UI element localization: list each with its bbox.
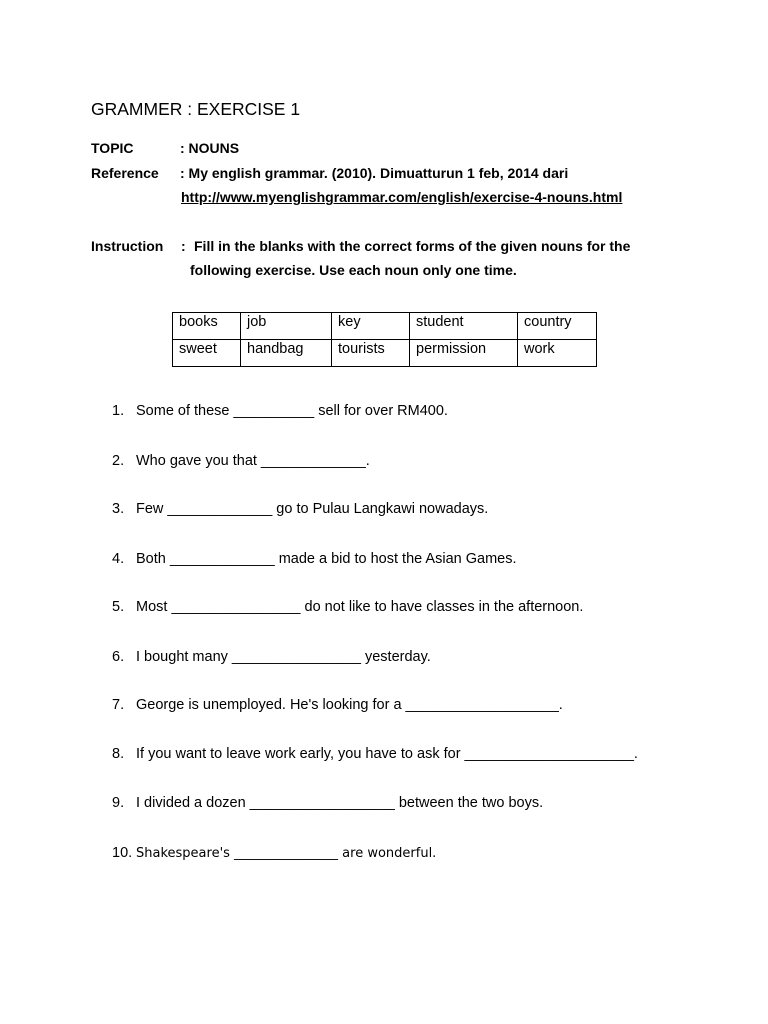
question-text: Both _____________ made a bid to host the Asian Games. [136,551,517,567]
question-number: 7. [112,697,125,713]
question-text: Most ________________ do not like to have classes in the afternoon. [136,599,584,615]
question-text: I divided a dozen __________________ between the two boys. [136,795,544,811]
noun-cell: handbag [241,340,332,367]
question-text: If you want to leave work early, you have to ask for _____________________. [136,746,638,762]
noun-cell: country [518,313,597,340]
question-text: Who gave you that _____________. [136,453,370,469]
noun-cell: tourists [332,340,410,367]
table-row [173,313,597,340]
noun-cell: key [332,313,410,340]
question-text: Some of these __________ sell for over RM400. [136,403,448,419]
instruction-line-2: following exercise. Use each noun only one time. [190,262,517,278]
noun-cell: work [518,340,597,367]
question-number: 8. [112,746,125,762]
noun-cell: job [241,313,332,340]
question-number: 4. [112,551,125,567]
question-text: George is unemployed. He's looking for a ___________________. [136,697,563,713]
question-number: 5. [112,599,125,615]
instruction-line-1: Fill in the blanks with the correct forms of the given nouns for the [194,238,631,254]
reference-value: : My english grammar. (2010). Dimuatturun 1 feb, 2014 dari [180,165,569,181]
question-text: Few _____________ go to Pulau Langkawi nowadays. [136,501,489,517]
question-text: Shakespeare's ________________ are wonderful. [136,846,437,861]
noun-cell: sweet [173,340,241,367]
question-number: 9. [112,795,125,811]
question-number: 3. [112,501,125,517]
noun-cell: books [173,313,241,340]
page-title: GRAMMER : EXERCISE 1 [91,99,301,119]
question-number: 10. [112,845,133,861]
table-row [173,340,597,367]
reference-url[interactable]: http://www.myenglishgrammar.com/english/exercise-4-nouns.html [181,189,623,205]
instruction-label: Instruction [91,238,164,254]
question-text: I bought many ________________ yesterday. [136,649,431,665]
noun-cell: permission [410,340,518,367]
question-number: 6. [112,649,125,665]
topic-value: : NOUNS [180,140,240,156]
question-number: 1. [112,403,125,419]
question-number: 2. [112,453,125,469]
noun-word-bank-table [172,312,597,367]
reference-label: Reference [91,165,159,181]
topic-label: TOPIC [91,140,134,156]
noun-cell: student [410,313,518,340]
instruction-colon: : [181,238,186,254]
